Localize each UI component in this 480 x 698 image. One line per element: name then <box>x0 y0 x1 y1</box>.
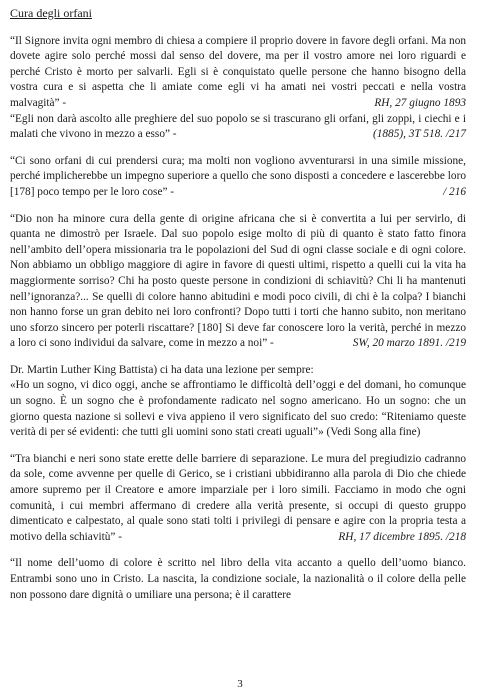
quote-text: “Il nome dell’uomo di colore è scritto nel libro della vita accanto a quello dell’uomo bianco. Entrambi sono uno in Cristo. La nascita, la condizione sociale, la nazionalità o il colore della pelle non possono dare dignità o umiliare una persona; è il carattere <box>10 557 466 601</box>
quote-block <box>10 212 466 352</box>
quote-source: RH, 27 giugno 1893 <box>374 96 466 109</box>
quote-block <box>10 363 466 441</box>
quote-text: “Tra bianchi e neri sono state erette delle barriere di separazione. Le mura del pregiudizio cadranno da sole, come avvenne per quelle di Gerico, se i cristiani ubbidiranno alla parola di Dio che chiede amore supremo per il Creatore e amore imparziale per i loro simili. Facciamo in modo che ogni comunità, i cui membri affermano di credere alla verità presente, si occupi di questo gruppo dimenticato e calpestato, al quale sono stati tolti i privilegi di pensare e agire con la propria testa a motivo della schiavitù” - RH, 17 dicembre 1895. /218 <box>10 452 466 546</box>
page-number: 3 <box>237 678 243 691</box>
quote-text: “Dio non ha minore cura della gente di origine africana che si è convertita a lui per servirlo, di quanta ne dimostrò per Israele. Dal suo popolo esige molto di più di quanto è stato fatto finora nell’ambito dell’opera missionaria tra le popolazioni del Sud di ogni classe sociale e di ogni colore. Non abbiamo un obbligo maggiore di agire in favore di questi ultimi, rispetto a quelli cui la vita ha maggiormente sorriso? Chi ha posto queste persone in condizioni di schiavitù? Chi li ha mantenuti nell’ignoranza?... Se quelli di colore hanno abitudini e modi poco civili, di chi è la colpa? I bianchi non hanno forse un gran debito nei loro confronti? Dopo tutti i torti che hanno subito, non meritano uno sforzo sincero per poterli riscattare? [180] Si deve far conoscere loro la verità, perché in mezzo a loro ci sono individui da salvare, come in mezzo a noi” - SW, 20 marzo 1891. /219 <box>10 212 466 352</box>
quote-text: «Ho un sogno, vi dico oggi, anche se affrontiamo le difficoltà dell’oggi e del domani, ho comunque un sogno. È un sogno che è profondamente radicato nel sogno americano. Ho un sogno: che un giorno questa nazione si sollevi e viva appieno il vero significato del suo credo: “Riteniamo queste verità di per sé evidenti: che tutti gli uomini sono stati creati uguali”» (Vedi Song alla fine) <box>10 379 466 439</box>
quote-source: RH, 17 dicembre 1895. /218 <box>338 530 466 543</box>
quote-source: SW, 20 marzo 1891. /219 <box>352 337 466 350</box>
quote-block <box>10 154 466 201</box>
quote-source: / 216 <box>443 185 466 198</box>
quote-intro: Dr. Martin Luther King Battista) ci ha data una lezione per sempre: <box>10 363 314 376</box>
quote-text: “Egli non darà ascolto alle preghiere del suo popolo se si trascurano gli orfani, gli zoppi, i ciechi e i malati che vivono in mezzo a esso” - (1885), 3T 518. /217 <box>10 112 466 143</box>
quote-source: (1885), 3T 518. /217 <box>373 128 466 141</box>
quote-text: “Il Signore invita ogni membro di chiesa a compiere il proprio dovere in favore degli orfani. Ma non dovete agire solo perché mossi dal senso del dovere, ma per il vostro amore nei loro riguardi e perché Cristo è morto per salvarli. Egli si è conquistato quelle persone che hanno bisogno della vostra cura e si aspetta che li amiate come egli vi ha amati nei vostri peccati e nella vostra malvagità” - RH, 27 giugno 1893 <box>10 34 466 112</box>
quote-block <box>10 556 466 603</box>
quote-text: “Ci sono orfani di cui prendersi cura; ma molti non vogliono avventurarsi in una simile missione, perché implicherebbe un impegno superiore a quello che sono disposti a concedere e lascerebbe loro [178] poco tempo per le loro cose” - / 216 <box>10 154 466 201</box>
page-title: Cura degli orfani <box>10 6 92 20</box>
quote-block <box>10 112 466 143</box>
quote-block <box>10 452 466 546</box>
quote-block <box>10 34 466 112</box>
